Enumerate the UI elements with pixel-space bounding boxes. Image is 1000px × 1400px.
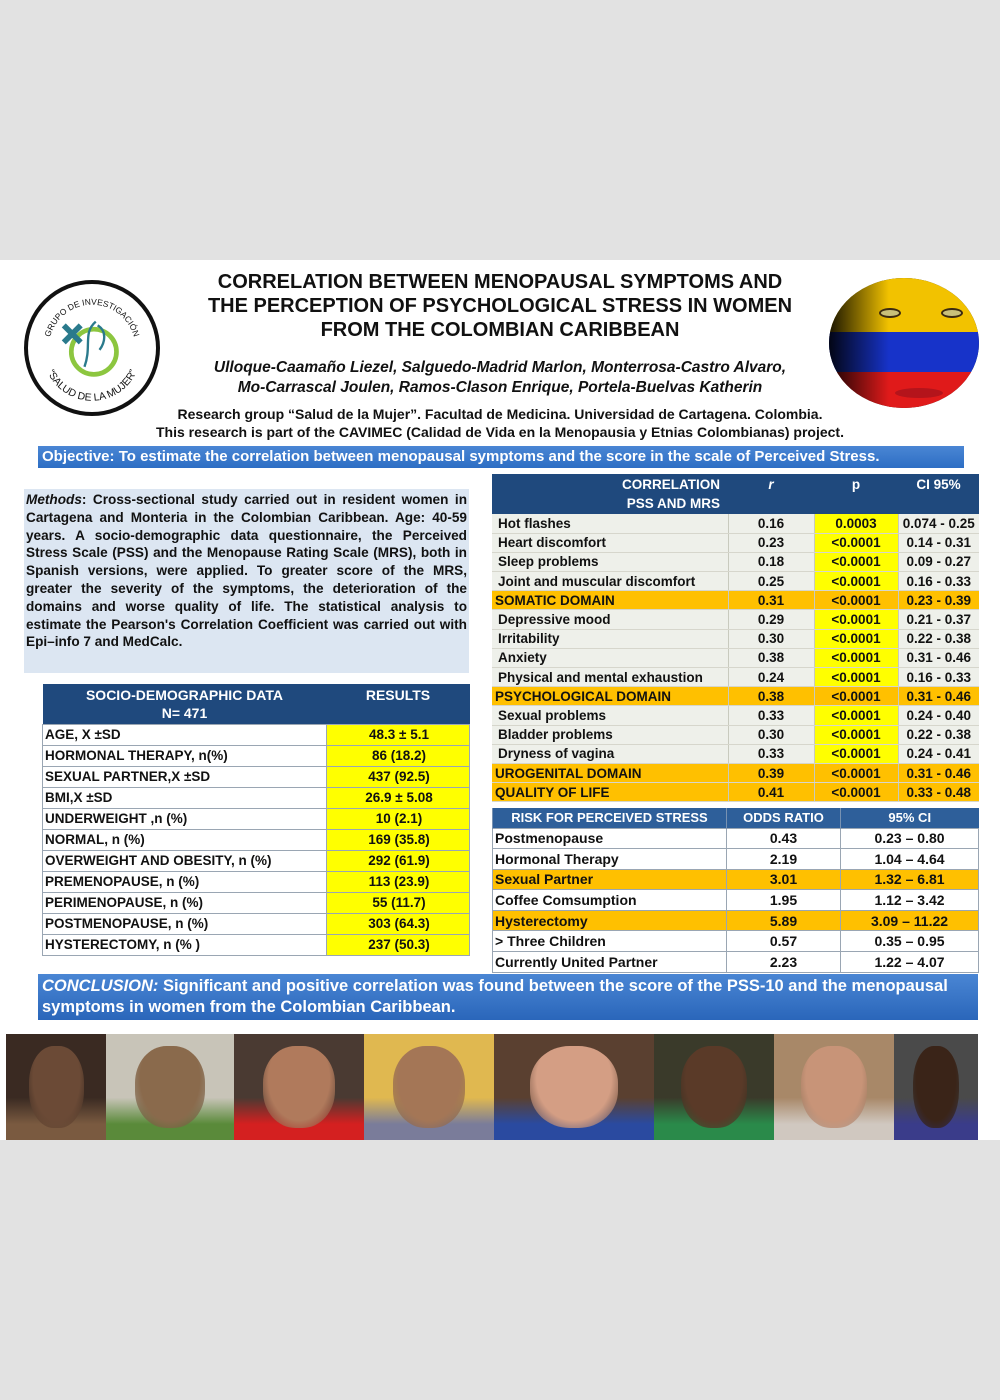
risk-label: Coffee Comsumption xyxy=(493,890,727,911)
table-row xyxy=(493,869,979,890)
methods-label: Methods xyxy=(26,492,82,507)
socio-value: 10 (2.1) xyxy=(327,808,470,829)
corr-p: <0.0001 xyxy=(814,706,898,725)
face-icon xyxy=(913,1046,959,1128)
table-row xyxy=(492,514,979,533)
portrait-photo xyxy=(494,1034,654,1140)
corr-ci: 0.31 - 0.46 xyxy=(898,687,979,706)
corr-ci: 0.23 - 0.39 xyxy=(898,591,979,610)
corr-header-ci: CI 95% xyxy=(898,474,979,514)
socio-label: HYSTERECTOMY, n (% ) xyxy=(43,934,327,955)
corr-label: Anxiety xyxy=(492,648,728,667)
corr-label: Physical and mental exhaustion xyxy=(492,668,728,687)
corr-p: <0.0001 xyxy=(814,591,898,610)
table-row xyxy=(493,910,979,931)
authors-line: Ulloque-Caamaño Liezel, Salguedo-Madrid Marlon, Monterrosa-Castro Alvaro, xyxy=(213,359,787,376)
socio-label: UNDERWEIGHT ,n (%) xyxy=(43,808,327,829)
face-icon xyxy=(29,1046,84,1128)
corr-ci: 0.24 - 0.40 xyxy=(898,706,979,725)
face-icon xyxy=(530,1046,618,1128)
portrait-photo xyxy=(106,1034,234,1140)
socio-value: 113 (23.9) xyxy=(327,871,470,892)
table-row xyxy=(43,850,470,871)
corr-ci: 0.33 - 0.48 xyxy=(898,783,979,802)
table-row xyxy=(493,828,979,849)
corr-r: 0.24 xyxy=(728,668,814,687)
portrait-photo xyxy=(894,1034,978,1140)
table-row xyxy=(492,744,979,763)
corr-r: 0.29 xyxy=(728,610,814,629)
mouth-icon xyxy=(895,388,943,398)
table-row xyxy=(43,871,470,892)
corr-ci: 0.31 - 0.46 xyxy=(898,763,979,782)
corr-r: 0.41 xyxy=(728,783,814,802)
risk-or: 0.43 xyxy=(727,828,841,849)
corr-ci: 0.16 - 0.33 xyxy=(898,572,979,591)
risk-or: 2.19 xyxy=(727,849,841,870)
portrait-photo xyxy=(774,1034,894,1140)
socio-value: 48.3 ± 5.1 xyxy=(327,724,470,745)
domain-row xyxy=(492,591,979,610)
domain-row xyxy=(492,687,979,706)
domain-row xyxy=(492,783,979,802)
socio-label: HORMONAL THERAPY, n(%) xyxy=(43,745,327,766)
socio-demographic-table xyxy=(42,684,470,956)
risk-header-or: ODDS RATIO xyxy=(727,808,841,828)
socio-label: OVERWEIGHT AND OBESITY, n (%) xyxy=(43,850,327,871)
risk-ci: 1.04 – 4.64 xyxy=(841,849,979,870)
risk-table xyxy=(492,808,979,973)
face-icon xyxy=(801,1046,867,1128)
eye-icon xyxy=(941,308,963,318)
risk-label: Postmenopause xyxy=(493,828,727,849)
risk-or: 2.23 xyxy=(727,952,841,973)
corr-label: QUALITY OF LIFE xyxy=(492,783,728,802)
title-line: CORRELATION BETWEEN MENOPAUSAL SYMPTOMS AND xyxy=(217,271,783,293)
portrait-photo xyxy=(6,1034,106,1140)
corr-r: 0.25 xyxy=(728,572,814,591)
face-icon xyxy=(263,1046,335,1128)
poster xyxy=(0,260,1000,1140)
corr-p: <0.0001 xyxy=(814,572,898,591)
corr-p: <0.0001 xyxy=(814,668,898,687)
socio-label: PREMENOPAUSE, n (%) xyxy=(43,871,327,892)
conclusion-text: Significant and positive correlation was found between the score of the PSS-10 and the menopausal symptoms in women from the Colombian Caribbean. xyxy=(42,977,948,1016)
risk-label: Sexual Partner xyxy=(493,869,727,890)
corr-header-r: r xyxy=(728,474,814,514)
table-row xyxy=(43,829,470,850)
table-row xyxy=(492,610,979,629)
table-row xyxy=(492,552,979,571)
corr-p: <0.0001 xyxy=(814,687,898,706)
socio-label: SEXUAL PARTNER,X ±SD xyxy=(43,766,327,787)
corr-p: <0.0001 xyxy=(814,763,898,782)
title-line: FROM THE COLOMBIAN CARIBBEAN xyxy=(320,319,680,341)
table-row xyxy=(43,913,470,934)
socio-label: BMI,X ±SD xyxy=(43,787,327,808)
socio-value: 292 (61.9) xyxy=(327,850,470,871)
corr-r: 0.23 xyxy=(728,533,814,552)
corr-label: Hot flashes xyxy=(492,514,728,533)
risk-ci: 1.32 – 6.81 xyxy=(841,869,979,890)
risk-label: Hysterectomy xyxy=(493,910,727,931)
socio-label: POSTMENOPAUSE, n (%) xyxy=(43,913,327,934)
table-row xyxy=(492,629,979,648)
table-row xyxy=(493,931,979,952)
conclusion-label: CONCLUSION: xyxy=(42,977,159,995)
risk-ci: 0.35 – 0.95 xyxy=(841,931,979,952)
corr-r: 0.18 xyxy=(728,552,814,571)
socio-value: 437 (92.5) xyxy=(327,766,470,787)
table-row xyxy=(493,890,979,911)
risk-ci: 3.09 – 11.22 xyxy=(841,910,979,931)
table-row xyxy=(43,724,470,745)
logo-top-text: GRUPO DE INVESTIGACIÓN xyxy=(42,296,142,338)
table-row xyxy=(492,533,979,552)
socio-value: 303 (64.3) xyxy=(327,913,470,934)
corr-ci: 0.21 - 0.37 xyxy=(898,610,979,629)
conclusion-banner xyxy=(38,974,978,1020)
socio-value: 86 (18.2) xyxy=(327,745,470,766)
corr-label: Bladder problems xyxy=(492,725,728,744)
table-row xyxy=(492,648,979,667)
authors-line: Mo-Carrascal Joulen, Ramos-Clason Enrique, Portela-Buelvas Katherin xyxy=(237,379,763,396)
corr-p: <0.0001 xyxy=(814,648,898,667)
corr-ci: 0.22 - 0.38 xyxy=(898,725,979,744)
corr-r: 0.39 xyxy=(728,763,814,782)
portrait-photo xyxy=(654,1034,774,1140)
logo-bottom-text: “SALUD DE LA MUJER” xyxy=(44,368,140,404)
table-row xyxy=(493,952,979,973)
corr-ci: 0.16 - 0.33 xyxy=(898,668,979,687)
corr-ci: 0.14 - 0.31 xyxy=(898,533,979,552)
portrait-photo xyxy=(234,1034,364,1140)
face-icon xyxy=(135,1046,205,1128)
corr-p: <0.0001 xyxy=(814,533,898,552)
corr-label: Depressive mood xyxy=(492,610,728,629)
table-row xyxy=(43,787,470,808)
socio-label: AGE, X ±SD xyxy=(43,724,327,745)
risk-label: Currently United Partner xyxy=(493,952,727,973)
table-row xyxy=(492,572,979,591)
methods-text: : Cross-sectional study carried out in resident women in Cartagena and Monteria in the Colombian Caribbean. Age: 40-59 years. A socio-demographic data questionnaire, the Perceived Stress Scale (PSS) and the Menopause Rating Scale (MRS), both in Spanish versions, were applied. To greater score of the MRS, greater the severity of the symptoms, the deterioration of the domains and worse quality of life. The statistical analysis to estimate the Pearson's Correlation Coefficient was carried out with Epi–info 7 and MedCalc. xyxy=(26,492,467,650)
socio-value: 237 (50.3) xyxy=(327,934,470,955)
corr-r: 0.30 xyxy=(728,725,814,744)
corr-label: Dryness of vagina xyxy=(492,744,728,763)
corr-p: <0.0001 xyxy=(814,629,898,648)
corr-header-p: p xyxy=(814,474,898,514)
corr-ci: 0.31 - 0.46 xyxy=(898,648,979,667)
corr-r: 0.31 xyxy=(728,591,814,610)
methods-box xyxy=(24,489,469,673)
table-row xyxy=(43,934,470,955)
corr-ci: 0.24 - 0.41 xyxy=(898,744,979,763)
affiliation xyxy=(100,405,900,441)
eye-icon xyxy=(879,308,901,318)
women-photo-strip xyxy=(6,1034,978,1140)
research-group-logo xyxy=(24,280,160,416)
socio-value: 169 (35.8) xyxy=(327,829,470,850)
corr-label: UROGENITAL DOMAIN xyxy=(492,763,728,782)
corr-header-label: CORRELATION PSS AND MRS xyxy=(492,474,728,514)
corr-label: Sleep problems xyxy=(492,552,728,571)
socio-label: PERIMENOPAUSE, n (%) xyxy=(43,892,327,913)
table-row xyxy=(43,766,470,787)
corr-r: 0.33 xyxy=(728,706,814,725)
corr-ci: 0.09 - 0.27 xyxy=(898,552,979,571)
corr-p: <0.0001 xyxy=(814,610,898,629)
table-row xyxy=(493,849,979,870)
corr-label: PSYCHOLOGICAL DOMAIN xyxy=(492,687,728,706)
table-row xyxy=(492,668,979,687)
face-icon xyxy=(681,1046,747,1128)
corr-r: 0.38 xyxy=(728,687,814,706)
risk-ci: 0.23 – 0.80 xyxy=(841,828,979,849)
socio-header-results: RESULTS xyxy=(327,684,470,724)
domain-row xyxy=(492,763,979,782)
socio-value: 55 (11.7) xyxy=(327,892,470,913)
socio-value: 26.9 ± 5.08 xyxy=(327,787,470,808)
affiliation-line: Research group “Salud de la Mujer”. Facultad de Medicina. Universidad de Cartagena. Colombia. xyxy=(177,406,823,422)
risk-label: > Three Children xyxy=(493,931,727,952)
socio-header-label: SOCIO-DEMOGRAPHIC DATA N= 471 xyxy=(43,684,327,724)
corr-r: 0.30 xyxy=(728,629,814,648)
corr-r: 0.16 xyxy=(728,514,814,533)
risk-or: 1.95 xyxy=(727,890,841,911)
logo-emblem-icon xyxy=(28,284,156,412)
risk-label: Hormonal Therapy xyxy=(493,849,727,870)
svg-text:GRUPO DE INVESTIGACIÓN xyxy=(42,297,141,338)
corr-p: <0.0001 xyxy=(814,744,898,763)
risk-ci: 1.22 – 4.07 xyxy=(841,952,979,973)
face-icon xyxy=(393,1046,465,1128)
risk-or: 0.57 xyxy=(727,931,841,952)
correlation-table xyxy=(492,474,979,802)
corr-ci: 0.074 - 0.25 xyxy=(898,514,979,533)
risk-ci: 1.12 – 3.42 xyxy=(841,890,979,911)
colombian-flag-face-image xyxy=(829,278,979,408)
corr-label: Sexual problems xyxy=(492,706,728,725)
corr-p: <0.0001 xyxy=(814,725,898,744)
objective-banner: Objective: To estimate the correlation between menopausal symptoms and the score in the scale of Perceived Stress. xyxy=(38,446,964,468)
corr-label: SOMATIC DOMAIN xyxy=(492,591,728,610)
risk-header-label: RISK FOR PERCEIVED STRESS xyxy=(493,808,727,828)
table-row xyxy=(43,808,470,829)
corr-label: Joint and muscular discomfort xyxy=(492,572,728,591)
title-line: THE PERCEPTION OF PSYCHOLOGICAL STRESS IN WOMEN xyxy=(207,295,793,317)
socio-label: NORMAL, n (%) xyxy=(43,829,327,850)
affiliation-line: This research is part of the CAVIMEC (Calidad de Vida en la Menopausia y Etnias Colombianas) project. xyxy=(156,424,844,440)
authors xyxy=(170,358,830,398)
risk-or: 3.01 xyxy=(727,869,841,890)
portrait-photo xyxy=(364,1034,494,1140)
risk-header-ci: 95% CI xyxy=(841,808,979,828)
table-row xyxy=(43,892,470,913)
table-row xyxy=(492,706,979,725)
corr-p: 0.0003 xyxy=(814,514,898,533)
corr-p: <0.0001 xyxy=(814,783,898,802)
corr-r: 0.38 xyxy=(728,648,814,667)
corr-ci: 0.22 - 0.38 xyxy=(898,629,979,648)
corr-p: <0.0001 xyxy=(814,552,898,571)
risk-or: 5.89 xyxy=(727,910,841,931)
corr-label: Irritability xyxy=(492,629,728,648)
corr-label: Heart discomfort xyxy=(492,533,728,552)
table-row xyxy=(43,745,470,766)
corr-r: 0.33 xyxy=(728,744,814,763)
poster-title xyxy=(170,270,830,342)
table-row xyxy=(492,725,979,744)
